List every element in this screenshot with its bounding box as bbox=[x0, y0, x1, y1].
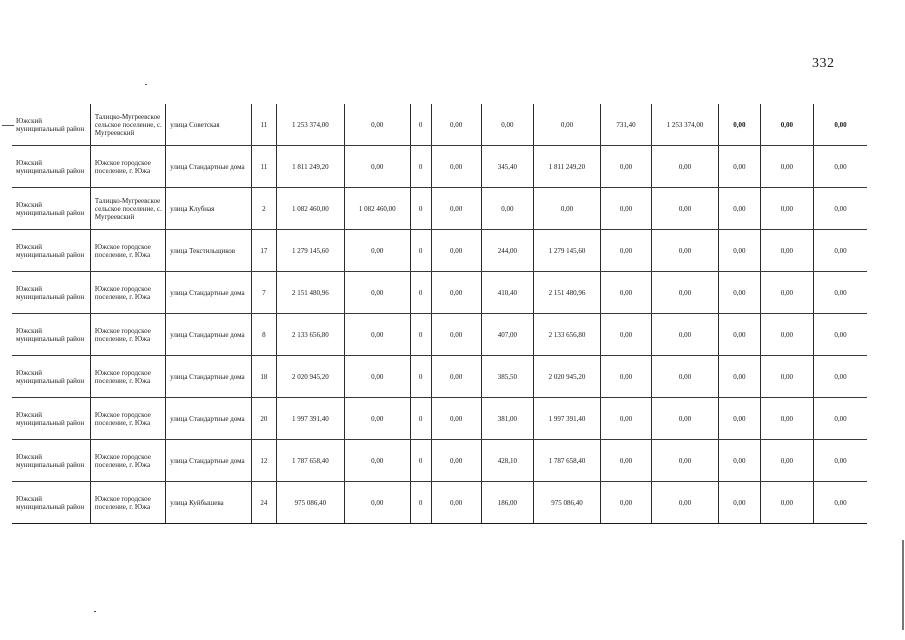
funding-cell: 1 811 249,20 bbox=[534, 146, 601, 188]
funding-cell: 0,00 bbox=[718, 314, 760, 356]
funding-cell: 0,00 bbox=[652, 230, 719, 272]
funding-cell: 0,00 bbox=[344, 398, 410, 440]
settlement-cell: Южское городское поселение, г. Южа bbox=[90, 398, 165, 440]
funding-cell: 0,00 bbox=[760, 146, 813, 188]
funding-cell: 0,00 bbox=[652, 356, 719, 398]
funding-cell: 0,00 bbox=[431, 188, 481, 230]
house-number-cell: 20 bbox=[251, 398, 276, 440]
funding-cell: 1 787 658,40 bbox=[534, 440, 601, 482]
area-cell: 0,00 bbox=[600, 398, 651, 440]
funding-cell: 0,00 bbox=[814, 104, 867, 146]
house-number-cell: 18 bbox=[251, 356, 276, 398]
funding-cell: 0,00 bbox=[344, 314, 410, 356]
street-cell: улица Стандартные дома bbox=[166, 314, 252, 356]
total-cost-cell: 2 151 480,96 bbox=[276, 272, 344, 314]
total-cost-cell: 1 787 658,40 bbox=[276, 440, 344, 482]
funding-cell: 0,00 bbox=[431, 146, 481, 188]
street-cell: улица Стандартные дома bbox=[166, 398, 252, 440]
area-cell: 0,00 bbox=[481, 188, 533, 230]
funding-cell: 0,00 bbox=[718, 188, 760, 230]
table-row bbox=[12, 440, 867, 482]
municipality-cell: Южский муниципальный район bbox=[12, 146, 90, 188]
funding-cell: 0,00 bbox=[431, 398, 481, 440]
street-cell: улица Стандартные дома bbox=[166, 272, 252, 314]
funding-cell: 0,00 bbox=[814, 482, 867, 524]
funding-cell: 0,00 bbox=[814, 314, 867, 356]
house-number-cell: 7 bbox=[251, 272, 276, 314]
settlement-cell: Южское городское поселение, г. Южа bbox=[90, 314, 165, 356]
municipality-cell: Южский муниципальный район bbox=[12, 440, 90, 482]
housing-register-table bbox=[12, 104, 867, 524]
funding-cell: 0,00 bbox=[534, 188, 601, 230]
funding-cell: 2 020 945,20 bbox=[534, 356, 601, 398]
funding-cell: 0,00 bbox=[718, 398, 760, 440]
total-cost-cell: 975 086,40 bbox=[276, 482, 344, 524]
funding-cell: 0,00 bbox=[760, 314, 813, 356]
house-number-cell: 2 bbox=[251, 188, 276, 230]
funding-cell: 1 997 391,40 bbox=[534, 398, 601, 440]
scan-dot-bottom bbox=[94, 611, 96, 612]
funding-cell: 0,00 bbox=[814, 188, 867, 230]
funding-cell: 0,00 bbox=[652, 146, 719, 188]
funding-cell: 0,00 bbox=[431, 440, 481, 482]
area-cell: 186,00 bbox=[481, 482, 533, 524]
table-row bbox=[12, 356, 867, 398]
funding-cell: 1 253 374,00 bbox=[652, 104, 719, 146]
table-row bbox=[12, 146, 867, 188]
street-cell: улица Стандартные дома bbox=[166, 440, 252, 482]
house-number-cell: 11 bbox=[251, 146, 276, 188]
municipality-cell: Южский муниципальный район bbox=[12, 356, 90, 398]
table-row bbox=[12, 104, 867, 146]
municipality-cell: Южский муниципальный район bbox=[12, 230, 90, 272]
table-row bbox=[12, 272, 867, 314]
settlement-cell: Талицко-Мугреевское сельское поселение, с. Мугреевский bbox=[90, 188, 165, 230]
funding-cell: 0,00 bbox=[344, 230, 410, 272]
funding-cell: 0,00 bbox=[431, 104, 481, 146]
count-cell: 0 bbox=[410, 356, 431, 398]
house-number-cell: 12 bbox=[251, 440, 276, 482]
area-cell: 0,00 bbox=[600, 356, 651, 398]
area-cell: 407,00 bbox=[481, 314, 533, 356]
funding-cell: 0,00 bbox=[344, 356, 410, 398]
funding-cell: 2 133 656,80 bbox=[534, 314, 601, 356]
count-cell: 0 bbox=[410, 314, 431, 356]
table-row bbox=[12, 314, 867, 356]
funding-cell: 0,00 bbox=[652, 314, 719, 356]
municipality-cell: Южский муниципальный район bbox=[12, 314, 90, 356]
funding-cell: 0,00 bbox=[431, 272, 481, 314]
settlement-cell: Южское городское поселение, г. Южа bbox=[90, 146, 165, 188]
house-number-cell: 24 bbox=[251, 482, 276, 524]
area-cell: 0,00 bbox=[600, 188, 651, 230]
scan-edge-right bbox=[902, 540, 904, 630]
funding-cell: 0,00 bbox=[718, 104, 760, 146]
area-cell: 385,50 bbox=[481, 356, 533, 398]
municipality-cell: Южский муниципальный район bbox=[12, 398, 90, 440]
total-cost-cell: 2 020 945,20 bbox=[276, 356, 344, 398]
settlement-cell: Южское городское поселение, г. Южа bbox=[90, 230, 165, 272]
area-cell: 0,00 bbox=[600, 314, 651, 356]
area-cell: 731,40 bbox=[600, 104, 651, 146]
funding-cell: 0,00 bbox=[814, 440, 867, 482]
area-cell: 0,00 bbox=[600, 482, 651, 524]
table-row bbox=[12, 230, 867, 272]
count-cell: 0 bbox=[410, 272, 431, 314]
total-cost-cell: 1 997 391,40 bbox=[276, 398, 344, 440]
funding-cell: 0,00 bbox=[760, 398, 813, 440]
settlement-cell: Южское городское поселение, г. Южа bbox=[90, 482, 165, 524]
area-cell: 345,40 bbox=[481, 146, 533, 188]
funding-cell: 0,00 bbox=[431, 482, 481, 524]
house-number-cell: 17 bbox=[251, 230, 276, 272]
area-cell: 410,40 bbox=[481, 272, 533, 314]
table-row bbox=[12, 188, 867, 230]
funding-cell: 0,00 bbox=[344, 440, 410, 482]
municipality-cell: Южский муниципальный район bbox=[12, 482, 90, 524]
funding-cell: 0,00 bbox=[344, 104, 410, 146]
municipality-cell: Южский муниципальный район bbox=[12, 188, 90, 230]
area-cell: 0,00 bbox=[600, 272, 651, 314]
area-cell: 0,00 bbox=[600, 230, 651, 272]
settlement-cell: Южское городское поселение, г. Южа bbox=[90, 440, 165, 482]
funding-cell: 0,00 bbox=[431, 356, 481, 398]
count-cell: 0 bbox=[410, 230, 431, 272]
area-cell: 244,00 bbox=[481, 230, 533, 272]
funding-cell: 0,00 bbox=[760, 482, 813, 524]
funding-cell: 0,00 bbox=[534, 104, 601, 146]
funding-cell: 0,00 bbox=[718, 482, 760, 524]
funding-cell: 0,00 bbox=[760, 272, 813, 314]
funding-cell: 0,00 bbox=[814, 146, 867, 188]
street-cell: улица Куйбышева bbox=[166, 482, 252, 524]
funding-cell: 0,00 bbox=[652, 440, 719, 482]
count-cell: 0 bbox=[410, 146, 431, 188]
page-number: 332 bbox=[812, 56, 835, 71]
funding-cell: 0,00 bbox=[814, 230, 867, 272]
funding-cell: 0,00 bbox=[344, 146, 410, 188]
settlement-cell: Южское городское поселение, г. Южа bbox=[90, 356, 165, 398]
municipality-cell: Южский муниципальный район bbox=[12, 104, 90, 146]
funding-cell: 0,00 bbox=[718, 146, 760, 188]
house-number-cell: 11 bbox=[251, 104, 276, 146]
funding-cell: 0,00 bbox=[760, 104, 813, 146]
funding-cell: 0,00 bbox=[760, 230, 813, 272]
funding-cell: 0,00 bbox=[814, 398, 867, 440]
funding-cell: 0,00 bbox=[431, 230, 481, 272]
funding-cell: 0,00 bbox=[760, 440, 813, 482]
street-cell: улица Клубная bbox=[166, 188, 252, 230]
municipality-cell: Южский муниципальный район bbox=[12, 272, 90, 314]
funding-cell: 1 082 460,00 bbox=[344, 188, 410, 230]
house-number-cell: 8 bbox=[251, 314, 276, 356]
funding-cell: 0,00 bbox=[718, 272, 760, 314]
funding-cell: 0,00 bbox=[718, 440, 760, 482]
total-cost-cell: 1 253 374,00 bbox=[276, 104, 344, 146]
scan-dot-top bbox=[145, 84, 147, 85]
funding-cell: 2 151 480,96 bbox=[534, 272, 601, 314]
funding-cell: 0,00 bbox=[652, 398, 719, 440]
street-cell: улица Советская bbox=[166, 104, 252, 146]
count-cell: 0 bbox=[410, 482, 431, 524]
funding-cell: 1 279 145,60 bbox=[534, 230, 601, 272]
total-cost-cell: 1 279 145,60 bbox=[276, 230, 344, 272]
total-cost-cell: 2 133 656,80 bbox=[276, 314, 344, 356]
register-body bbox=[12, 104, 867, 524]
funding-cell: 0,00 bbox=[718, 230, 760, 272]
settlement-cell: Южское городское поселение, г. Южа bbox=[90, 272, 165, 314]
area-cell: 381,00 bbox=[481, 398, 533, 440]
funding-cell: 0,00 bbox=[652, 188, 719, 230]
street-cell: улица Стандартные дома bbox=[166, 356, 252, 398]
funding-cell: 0,00 bbox=[344, 482, 410, 524]
funding-cell: 0,00 bbox=[652, 272, 719, 314]
settlement-cell: Талицко-Мугреевское сельское поселение, с. Мугреевский bbox=[90, 104, 165, 146]
count-cell: 0 bbox=[410, 104, 431, 146]
count-cell: 0 bbox=[410, 398, 431, 440]
street-cell: улица Текстильщиков bbox=[166, 230, 252, 272]
count-cell: 0 bbox=[410, 188, 431, 230]
funding-cell: 0,00 bbox=[431, 314, 481, 356]
funding-cell: 0,00 bbox=[652, 482, 719, 524]
funding-cell: 0,00 bbox=[344, 272, 410, 314]
funding-cell: 0,00 bbox=[718, 356, 760, 398]
street-cell: улица Стандартные дома bbox=[166, 146, 252, 188]
total-cost-cell: 1 082 460,00 bbox=[276, 188, 344, 230]
area-cell: 0,00 bbox=[481, 104, 533, 146]
area-cell: 0,00 bbox=[600, 440, 651, 482]
funding-cell: 0,00 bbox=[814, 272, 867, 314]
area-cell: 428,10 bbox=[481, 440, 533, 482]
area-cell: 0,00 bbox=[600, 146, 651, 188]
funding-cell: 0,00 bbox=[814, 356, 867, 398]
table-row bbox=[12, 398, 867, 440]
count-cell: 0 bbox=[410, 440, 431, 482]
funding-cell: 0,00 bbox=[760, 188, 813, 230]
funding-cell: 975 086,40 bbox=[534, 482, 601, 524]
total-cost-cell: 1 811 249,20 bbox=[276, 146, 344, 188]
table-row bbox=[12, 482, 867, 524]
funding-cell: 0,00 bbox=[760, 356, 813, 398]
